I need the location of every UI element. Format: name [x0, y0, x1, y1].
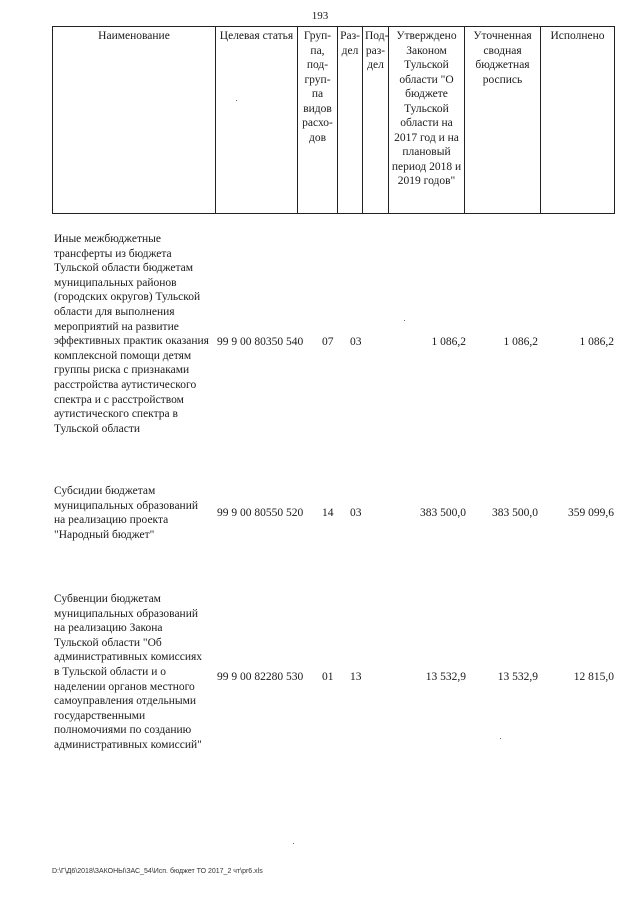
row-target: 99 9 00 80550	[217, 507, 284, 519]
header-approved: Утверждено Законом Тульской области "О бюджете Тульской области на 2017 год и на плановый период 2018 и 2019 годов"	[389, 27, 465, 214]
row-target: 99 9 00 82280	[217, 671, 284, 683]
row-subsection: 03	[350, 507, 362, 519]
budget-table-header	[52, 26, 615, 214]
row-name: Иные межбюджетные трансферты из бюджета Тульской области бюджетам муниципальных районов (городских округов) Тульской области для выполнения мероприятий на развитие эффективных практик оказания комплексной помощи детям группы риска с признаками расстройства аутистического спектра и с расстройством аутистического спектра в Тульской области	[54, 233, 209, 435]
row-group: 540	[286, 336, 304, 348]
scan-speck	[500, 738, 501, 739]
row-name: Субвенции бюджетам муниципальных образований на реализацию Закона Тульской области "Об административных комиссиях в Тульской области и о наделении органов местного самоуправления отдельными государственными полномочиями по созданию административных комиссий"	[54, 593, 203, 751]
row-group: 530	[286, 671, 304, 683]
row-approved: 13 532,9	[425, 671, 466, 683]
scan-speck	[236, 100, 237, 101]
row-executed: 359 099,6	[568, 507, 614, 519]
row-subsection: 13	[350, 671, 362, 683]
row-refined: 383 500,0	[492, 507, 538, 519]
table-row	[52, 592, 614, 772]
row-name: Субсидии бюджетам муниципальных образований на реализацию проекта "Народный бюджет"	[54, 485, 199, 541]
row-target: 99 9 00 80350	[217, 336, 284, 348]
table-row	[52, 232, 614, 462]
footer-file-path: D:\Г\Д6\2018\ЗАКОНЫ\ЗАС_54\Исп. бюджет ТО 2017_2 чт\pr6.xls	[52, 868, 263, 875]
header-subsection: Под-раз-дел	[363, 27, 389, 214]
row-subsection: 03	[350, 336, 362, 348]
scan-speck	[404, 320, 405, 321]
header-refined: Уточненная сводная бюджетная роспись	[465, 27, 541, 214]
header-group: Груп-па, под-груп-па видов расхо-дов	[298, 27, 338, 214]
table-row	[52, 484, 614, 554]
header-name: Наименование	[53, 27, 216, 214]
row-executed: 1 086,2	[579, 336, 614, 348]
row-refined: 13 532,9	[497, 671, 538, 683]
header-section: Раз-дел	[338, 27, 363, 214]
row-approved: 383 500,0	[420, 507, 466, 519]
row-section: 07	[322, 336, 334, 348]
header-target: Целевая статья	[216, 27, 298, 214]
row-group: 520	[286, 507, 304, 519]
scan-speck	[293, 843, 294, 844]
row-approved: 1 086,2	[431, 336, 466, 348]
row-section: 01	[322, 671, 334, 683]
row-executed: 12 815,0	[573, 671, 614, 683]
page-number: 193	[311, 10, 329, 22]
row-refined: 1 086,2	[503, 336, 538, 348]
header-executed: Исполнено	[541, 27, 615, 214]
row-section: 14	[322, 507, 334, 519]
